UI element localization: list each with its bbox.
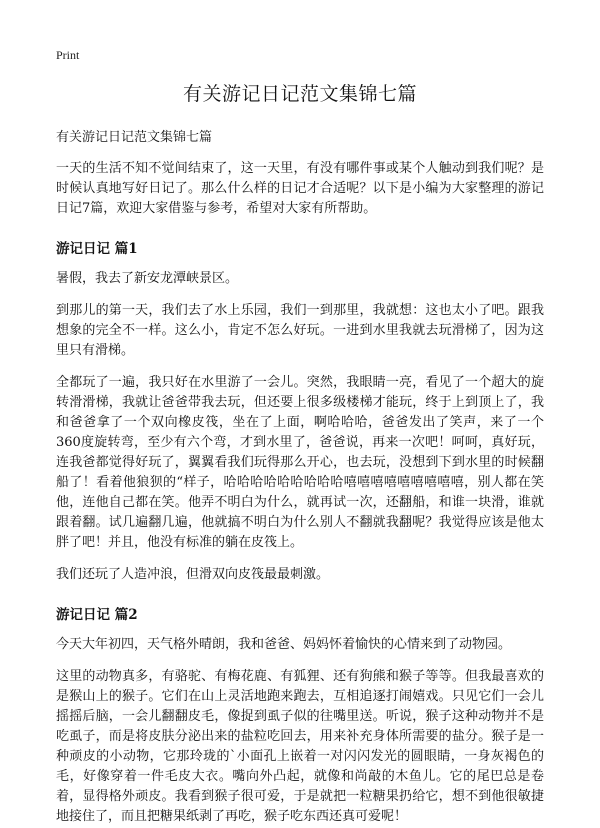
intro-paragraph: 一天的生活不知不觉间结束了，这一天里，有没有哪件事或某个人触动到我们呢？是时候认真地写好日记了。那么什么样的日记才合适呢？以下是小编为大家整理的游记日记7篇，欢迎大家借鉴与参考，希望对大家有所帮助。 [56, 161, 544, 216]
paragraph: 今天大年初四，天气格外晴朗，我和爸爸、妈妈怀着愉快的心情来到了动物园。 [56, 637, 512, 652]
section-heading: 游记日记 篇2 [56, 607, 138, 623]
document-subtitle: 有关游记日记范文集锦七篇 [56, 130, 213, 145]
paragraph: 我们还玩了人造冲浪，但滑双向皮筏最最刺激。 [56, 567, 330, 582]
paragraph: 这里的动物真多，有骆驼、有梅花鹿、有狐狸、还有狗熊和猴子等等。但我最喜欢的是猴山上的猴子。它们在山上灵活地跑来跑去，互相追逐打闹嬉戏。只见它们一会儿摇摇后脑，一会儿翻翻皮毛，像捉到虱子似的往嘴里送。听说，猴子这种动物并不是吃虱子，而是将皮肤分泌出来的盐粒吃回去，用来补充身体所需要的盐分。猴子是一种顽皮的小动物，它那玲珑的`小面孔上嵌着一对闪闪发光的圆眼睛，一身灰褐色的毛，好像穿着一件毛皮大衣。嘴向外凸起，就像和尚敲的木鱼儿。它的尾巴总是卷着，显得格外顽皮。我看到猴子很可爱，于是就把一粒糖果扔给它，想不到他很敏捷地接住了，而且把糖果纸剥了再吃，猴子吃东西还真可爱呢！ [56, 669, 544, 824]
paragraph: 全都玩了一遍，我只好在水里游了一会儿。突然，我眼睛一亮，看见了一个超大的旋转滑滑梯，我就让爸爸带我去玩，但还要上很多级楼梯才能玩，终于上到顶上了，我和爸爸拿了一个双向橡皮筏，坐在了上面，啊哈哈哈，爸爸发出了笑声，来了一个360度旋转弯，至少有六个弯，才到水里了，爸爸说，再来一次吧！呵呵，真好玩，连我爸都觉得好玩了，翼翼看我们玩得那么开心，也去玩，没想到下到水里的时候翻船了！看着他狼狈的“样子，哈哈哈哈哈哈哈哈哈嘻嘻嘻嘻嘻嘻嘻嘻嘻，别人都在笑他，连他自己都在笑。他弄不明白为什么，就再试一次，还翻船，和谁一块滑，谁就跟着翻。试几遍翻几遍，他就搞不明白为什么别人不翻就我翻呢？我觉得应该是他太胖了吧！并且，他没有标准的躺在皮筏上。 [56, 375, 544, 550]
paragraph: 暑假，我去了新安龙潭峡景区。 [56, 271, 239, 286]
paragraph: 到那儿的第一天，我们去了水上乐园，我们一到那里，我就想：这也太小了吧。跟我想象的完全不一样。这么小，肯定不怎么好玩。一进到水里我就去玩滑梯了，因为这里只有滑梯。 [56, 303, 544, 358]
section-heading: 游记日记 篇1 [56, 241, 138, 257]
document-title: 有关游记日记范文集锦七篇 [182, 83, 417, 105]
print-link[interactable]: Print [56, 48, 80, 62]
